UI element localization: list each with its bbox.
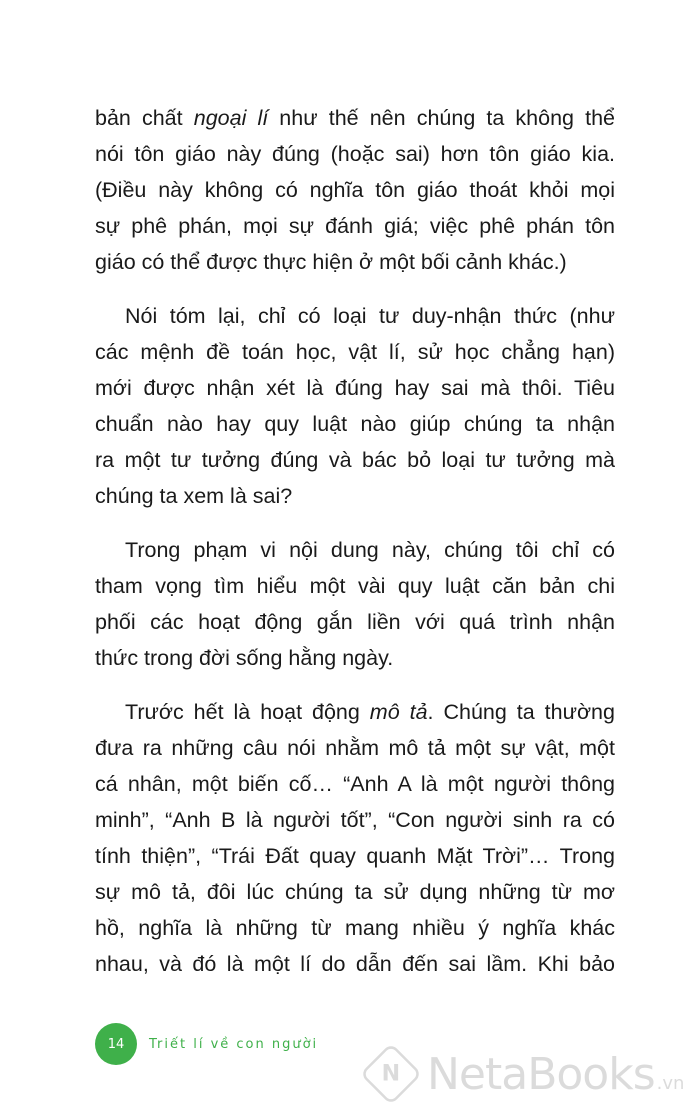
text-segment: phối các hoạt động gắn liền với quá trình nhận xyxy=(95,610,615,634)
running-title: Triết lí về con người xyxy=(149,1036,319,1052)
text-segment: chuẩn nào hay quy luật nào giúp chúng ta nhận xyxy=(95,412,615,436)
text-line xyxy=(95,298,615,334)
text-segment: các mệnh đề toán học, vật lí, sử học chẳng hạn) xyxy=(95,340,615,364)
text-line xyxy=(95,244,615,280)
emphasized-term: mô tả xyxy=(369,700,428,724)
watermark-logo-letter: N xyxy=(381,1061,401,1087)
text-segment: sự mô tả, đôi lúc chúng ta sử dụng những từ mơ xyxy=(95,880,615,904)
text-segment: chúng ta xem là sai? xyxy=(95,484,293,508)
body-paragraph xyxy=(95,100,615,280)
watermark-suffix: .vn xyxy=(656,1072,685,1094)
text-line xyxy=(95,874,615,910)
text-line xyxy=(95,136,615,172)
text-line xyxy=(95,334,615,370)
text-line xyxy=(95,946,615,982)
text-line xyxy=(95,640,615,676)
text-segment: tính thiện”, “Trái Đất quay quanh Mặt Trời”… Trong xyxy=(95,844,615,868)
text-line xyxy=(95,568,615,604)
body-paragraph xyxy=(95,532,615,676)
page-number-badge xyxy=(95,1023,137,1065)
text-segment: cá nhân, một biến cố… “Anh A là một người thông xyxy=(95,772,615,796)
text-segment: tham vọng tìm hiểu một vài quy luật căn bản chi xyxy=(95,574,615,598)
text-line xyxy=(95,838,615,874)
text-segment: bản chất xyxy=(95,106,194,130)
text-segment: sự phê phán, mọi sự đánh giá; việc phê phán tôn xyxy=(95,214,615,238)
watermark-text: NetaBooks xyxy=(427,1048,655,1100)
text-segment: như thế nên chúng ta không thể xyxy=(268,106,615,130)
text-segment: đưa ra những câu nói nhằm mô tả một sự vật, một xyxy=(95,736,615,760)
text-segment: thức trong đời sống hằng ngày. xyxy=(95,646,394,670)
text-line xyxy=(95,802,615,838)
text-segment: Trước hết là hoạt động xyxy=(125,700,370,724)
text-line xyxy=(95,100,615,136)
text-line xyxy=(95,370,615,406)
text-line xyxy=(95,604,615,640)
text-segment: Trong phạm vi nội dung này, chúng tôi chỉ có xyxy=(125,538,615,562)
text-line xyxy=(95,766,615,802)
emphasized-term: ngoại lí xyxy=(193,106,269,130)
netabooks-logo-icon xyxy=(360,1043,423,1106)
page-number: 14 xyxy=(107,1036,125,1052)
text-line xyxy=(95,406,615,442)
netabooks-watermark xyxy=(365,1048,684,1100)
page-footer xyxy=(95,1023,318,1065)
text-segment: minh”, “Anh B là người tốt”, “Con người sinh ra có xyxy=(95,808,615,832)
text-segment: giáo có thể được thực hiện ở một bối cảnh khác.) xyxy=(95,250,567,274)
text-segment: Nói tóm lại, chỉ có loại tư duy-nhận thức (như xyxy=(125,304,615,328)
body-paragraph xyxy=(95,298,615,514)
text-line xyxy=(95,208,615,244)
text-segment: . Chúng ta thường xyxy=(427,700,615,724)
text-segment: ra một tư tưởng đúng và bác bỏ loại tư tưởng mà xyxy=(95,448,615,472)
body-paragraph xyxy=(95,694,615,982)
text-line xyxy=(95,910,615,946)
text-segment: nhau, và đó là một lí do dẫn đến sai lầm. Khi bảo xyxy=(95,952,615,976)
text-line xyxy=(95,442,615,478)
text-segment: mới được nhận xét là đúng hay sai mà thôi. Tiêu xyxy=(95,376,615,400)
text-line xyxy=(95,730,615,766)
text-line xyxy=(95,478,615,514)
text-segment: hồ, nghĩa là những từ mang nhiều ý nghĩa khác xyxy=(95,916,615,940)
text-line xyxy=(95,532,615,568)
page-body xyxy=(95,100,615,1000)
text-line xyxy=(95,694,615,730)
text-line xyxy=(95,172,615,208)
text-segment: (Điều này không có nghĩa tôn giáo thoát khỏi mọi xyxy=(95,178,615,202)
text-segment: nói tôn giáo này đúng (hoặc sai) hơn tôn giáo kia. xyxy=(95,142,615,166)
